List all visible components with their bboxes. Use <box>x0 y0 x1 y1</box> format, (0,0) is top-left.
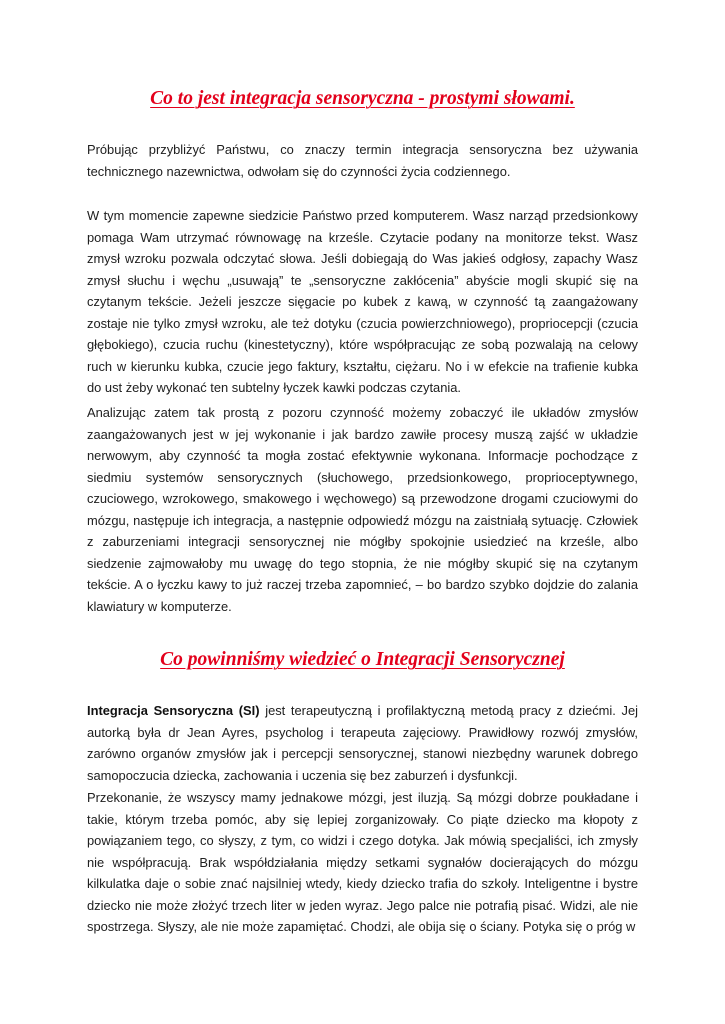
si-term-bold: Integracja Sensoryczna (SI) <box>87 703 260 718</box>
paragraph-analysis: Analizując zatem tak prostą z pozoru czynność możemy zobaczyć ile układów zmysłów zaangażowanych jest w jej wykonanie i jak bardzo zawiłe procesy muszą zajść w układzie nerwowym, aby czynność ta mogła zostać efektywnie wykonana. Informacje pochodzące z siedmiu systemów sensorycznych (słuchowego, przedsionkowego, proprioceptywnego, czuciowego, wzrokowego, smakowego i węchowego) są przewodzone drogami czuciowymi do mózgu, następuje ich integracja, a następnie odpowiedź mózgu na zaistniałą sytuację. Człowiek z zaburzeniami integracji sensorycznej nie mógłby spokojnie usiedzieć na krześle, albo siedzenie zajmowałoby mu uwagę do tego stopnia, że nie mógłby skupić się na czytanym tekście. A o łyczku kawy to już raczej trzeba zapomnieć, – bo bardzo szybko dojdzie do zalania klawiatury w komputerze. <box>87 405 638 614</box>
section-title-what-to-know: Co powinniśmy wiedzieć o Integracji Sensorycznej <box>160 649 565 670</box>
paragraph-computer-example: W tym momencie zapewne siedzicie Państwo przed komputerem. Wasz narząd przedsionkowy pomaga Wam utrzymać równowagę na krześle. Czytacie podany na monitorze tekst. Wasz zmysł wzroku pozwala odczytać słowa. Jeśli dobiegają do Was jakieś odgłosy, zapachy Wasz zmysł słuchu i węchu „usuwają” te „sensoryczne zakłócenia” abyście mogli skupić się na czytanym tekście. Jeżeli jeszcze sięgacie po kubek z kawą, w czynność tą zaangażowany zostaje nie tylko zmysł wzroku, ale też dotyku (czucia powierzchniowego), propriocepcji (czucia głębokiego), czucia ruchu (kinestetyczny), które współpracując ze sobą pozwalają na celowy ruch w kierunku kubka, czucie jego faktury, kształtu, ciężaru. No i w efekcie na trafienie kubka do ust żeby wykonać ten subtelny łyczek kawki podczas czytania. <box>87 208 638 395</box>
paragraph-si-definition <box>87 700 638 786</box>
paragraph-brains-illusion: Przekonanie, że wszyscy mamy jednakowe mózgi, jest iluzją. Są mózgi dobrze poukładane i takie, którym trzeba pomóc, aby się lepiej zorganizowały. Co piąte dziecko ma kłopoty z powiązaniem tego, co słyszy, z tym, co widzi i czego dotyka. Jak mówią specjaliści, ich zmysły nie współpracują. Brak współdziałania między setkami sygnałów docierających do mózgu kilkulatka daje o sobie znać najsilniej wtedy, kiedy dziecko trafia do szkoły. Inteligentne i bystre dziecko nie może złożyć trzech liter w jeden wyraz. Jego palce nie potrafią pisać. Widzi, ale nie spostrzega. Słyszy, ale nie może zapamiętać. Chodzi, ale obija się o ściany. Potyka się o próg w <box>87 790 638 934</box>
si-definition-text: jest terapeutyczną i profilaktyczną metodą pracy z dziećmi. Jej autorką była dr Jean Ayres, psycholog i terapeuta zajęciowy. Prawidłowy rozwój zmysłów, zarówno organów zmysłów jak i percepcji sensorycznej, stanowi niezbędny warunek dobrego samopoczucia dziecka, zachowania i uczenia się bez zaburzeń i dysfunkcji. <box>87 703 638 783</box>
paragraph-intro: Próbując przybliżyć Państwu, co znaczy termin integracja sensoryczna bez używania technicznego nazewnictwa, odwołam się do czynności życia codziennego. <box>87 142 638 179</box>
section-title-what-is-si: Co to jest integracja sensoryczna - prostymi słowami. <box>150 88 575 109</box>
